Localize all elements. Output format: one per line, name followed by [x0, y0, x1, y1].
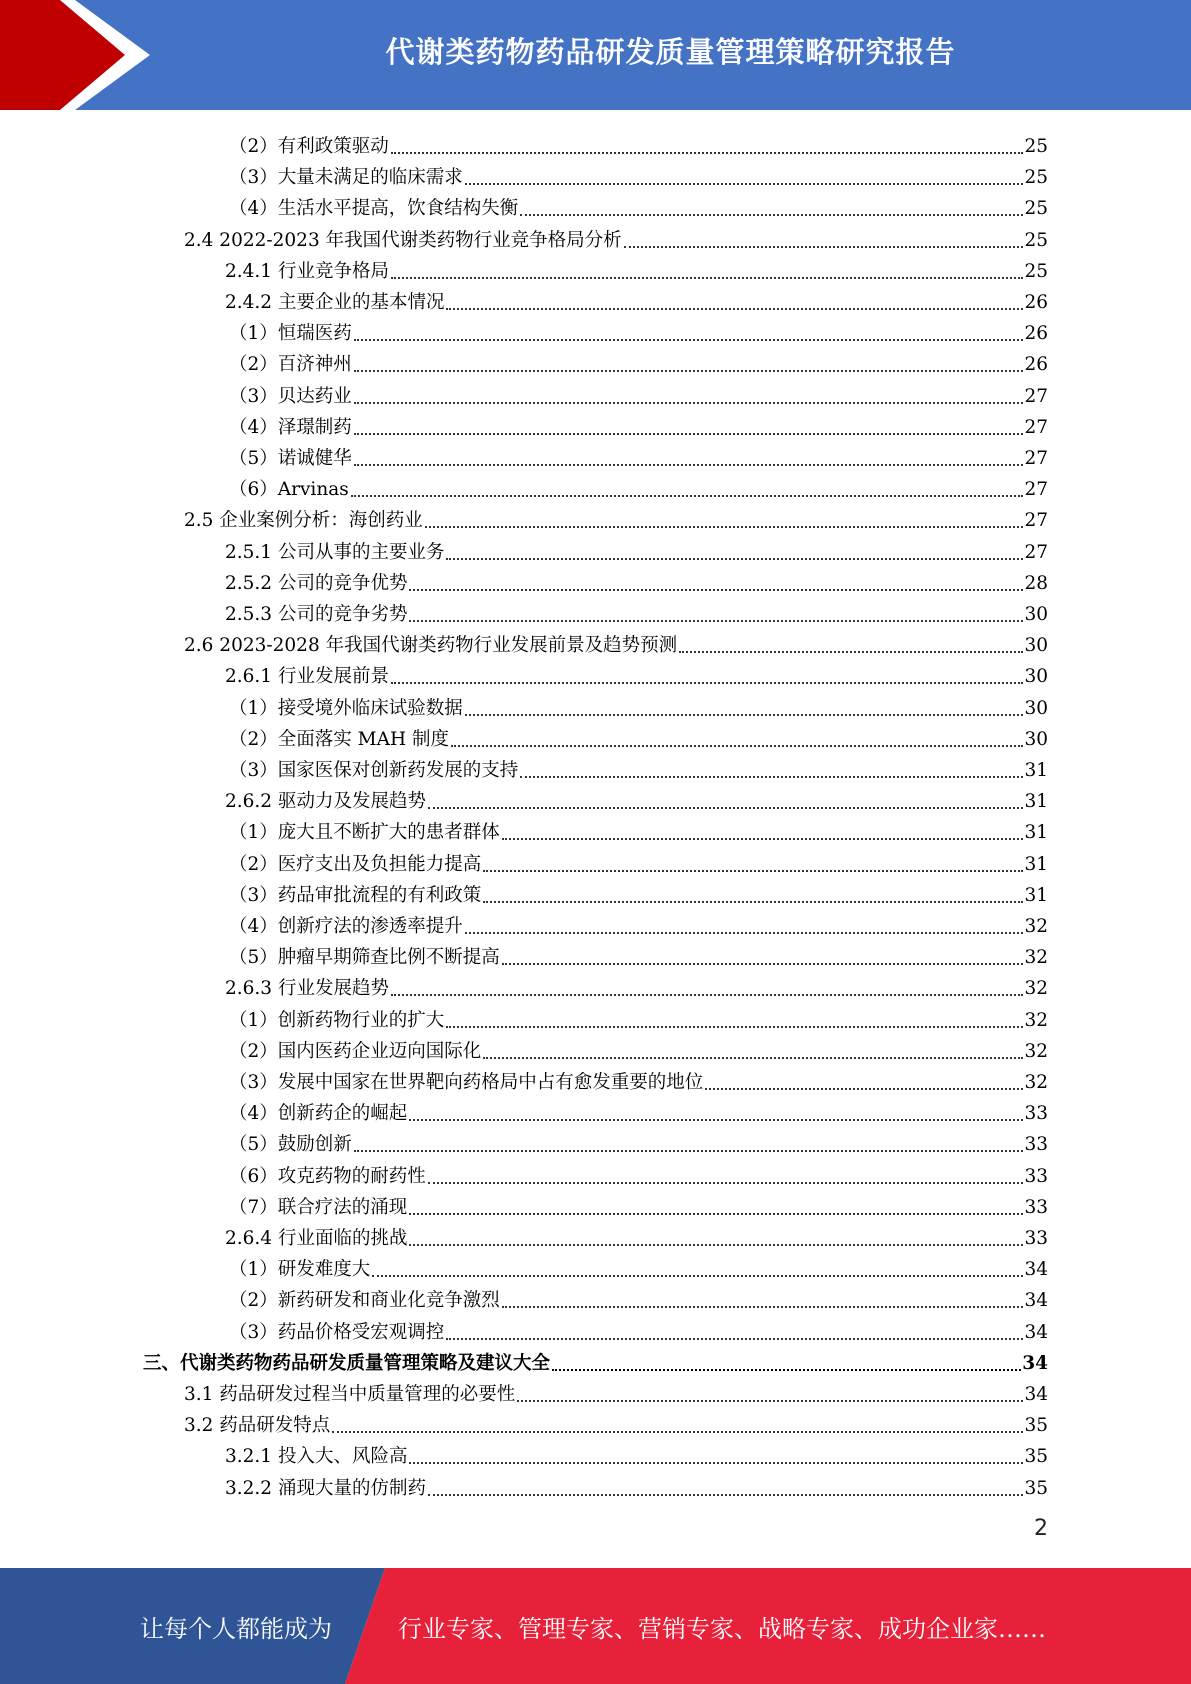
toc-entry-page: 32 — [1024, 978, 1048, 1000]
toc-dot-leader — [409, 618, 1023, 622]
toc-entry[interactable] — [229, 1094, 1048, 1125]
toc-dot-leader — [409, 1242, 1023, 1246]
toc-entry[interactable] — [225, 782, 1048, 813]
toc-dot-leader — [428, 1180, 1024, 1184]
toc-entry-title: （5）肿瘤早期筛查比例不断提高 — [229, 947, 500, 969]
toc-entry[interactable] — [229, 158, 1048, 189]
toc-entry[interactable] — [229, 689, 1048, 720]
toc-entry-title: 2.6.2 驱动力及发展趋势 — [225, 791, 426, 813]
toc-entry-page: 30 — [1024, 728, 1048, 750]
toc-dot-leader — [552, 1367, 1021, 1371]
toc-dot-leader — [446, 1336, 1023, 1340]
toc-entry[interactable] — [184, 501, 1048, 532]
toc-entry[interactable] — [225, 252, 1048, 283]
toc-dot-leader — [520, 212, 1023, 216]
toc-dot-leader — [409, 1460, 1023, 1464]
toc-entry[interactable] — [229, 938, 1048, 969]
toc-dot-leader — [483, 868, 1023, 872]
toc-entry-title: （4）创新疗法的渗透率提升 — [229, 916, 463, 937]
report-title: 代谢类药物药品研发质量管理策略研究报告 — [385, 34, 956, 69]
toc-entry-page: 27 — [1024, 510, 1048, 532]
toc-entry-page: 31 — [1024, 884, 1048, 906]
toc-entry-page: 32 — [1024, 1072, 1048, 1093]
toc-dot-leader — [705, 1086, 1023, 1090]
toc-entry-page: 32 — [1024, 1009, 1048, 1031]
toc-entry[interactable] — [229, 377, 1048, 408]
toc-entry-title: 三、代谢类药物药品研发质量管理策略及建议大全 — [143, 1352, 551, 1374]
toc-dot-leader — [351, 493, 1024, 497]
toc-dot-leader — [465, 181, 1024, 185]
toc-dot-leader — [425, 524, 1024, 528]
toc-entry[interactable] — [229, 720, 1048, 751]
toc-entry-title: （2）国内医药企业迈向国际化 — [229, 1040, 482, 1062]
toc-entry-title: （1）接受境外临床试验数据 — [229, 697, 463, 719]
toc-entry-page: 31 — [1024, 822, 1048, 844]
toc-entry-title: 2.4 2022-2023 年我国代谢类药物行业竞争格局分析 — [184, 229, 622, 251]
toc-entry[interactable] — [229, 1032, 1048, 1063]
toc-entry-page: 34 — [1024, 1259, 1048, 1281]
toc-entry[interactable] — [229, 408, 1048, 439]
footer-slogan-left: 让每个人都能成为 — [140, 1614, 332, 1643]
toc-entry-title: （6）Arvinas — [229, 479, 349, 501]
toc-entry-title: （5）鼓励创新 — [229, 1134, 352, 1156]
toc-entry-title: （4）生活水平提高，饮食结构失衡 — [229, 198, 519, 220]
toc-entry-page: 34 — [1022, 1352, 1048, 1374]
toc-entry[interactable] — [229, 1313, 1048, 1344]
toc-entry-title: 3.2.2 涌现大量的仿制药 — [225, 1477, 426, 1499]
toc-entry-title: （4）泽璟制药 — [229, 416, 352, 438]
page-number: 2 — [1034, 1516, 1048, 1541]
toc-entry[interactable] — [225, 969, 1048, 1000]
toc-entry-title: （7）联合疗法的涌现 — [229, 1196, 408, 1218]
toc-dot-leader — [391, 275, 1023, 279]
toc-dot-leader — [679, 649, 1023, 653]
toc-entry-page: 33 — [1024, 1228, 1048, 1249]
toc-entry-page: 27 — [1024, 416, 1048, 438]
toc-dot-leader — [409, 1211, 1023, 1215]
toc-entry-title: 2.6.3 行业发展趋势 — [225, 978, 389, 1000]
toc-entry[interactable] — [225, 1437, 1048, 1468]
toc-entry-page: 35 — [1024, 1446, 1048, 1468]
toc-entry-page: 32 — [1024, 916, 1048, 937]
toc-dot-leader — [409, 587, 1023, 591]
toc-entry[interactable] — [229, 314, 1048, 345]
toc-dot-leader — [372, 1273, 1023, 1277]
toc-entry[interactable] — [184, 221, 1048, 252]
toc-entry-title: 2.5.1 公司从事的主要业务 — [225, 541, 445, 563]
toc-entry[interactable] — [229, 907, 1048, 938]
toc-entry-page: 30 — [1024, 604, 1048, 625]
toc-dot-leader — [332, 1429, 1023, 1433]
toc-dot-leader — [354, 462, 1024, 466]
toc-dot-leader — [354, 431, 1024, 435]
toc-entry-title: （2）有利政策驱动 — [229, 136, 389, 157]
toc-entry-page: 32 — [1024, 947, 1048, 969]
toc-dot-leader — [465, 930, 1024, 934]
toc-entry[interactable] — [225, 595, 1048, 626]
toc-entry-page: 33 — [1024, 1103, 1048, 1125]
toc-entry-title: （4）创新药企的崛起 — [229, 1103, 408, 1125]
toc-entry-title: （2）百济神州 — [229, 354, 352, 376]
toc-entry[interactable] — [229, 1063, 1048, 1094]
toc-entry-title: （5）诺诚健华 — [229, 448, 352, 469]
toc-entry-page: 31 — [1024, 760, 1048, 781]
toc-dot-leader — [517, 1398, 1023, 1402]
toc-entry-page: 35 — [1024, 1477, 1048, 1499]
toc-dot-leader — [483, 899, 1023, 903]
toc-dot-leader — [354, 337, 1024, 341]
toc-entry-page: 31 — [1024, 853, 1048, 875]
toc-entry-page: 32 — [1024, 1040, 1048, 1062]
toc-entry-page: 33 — [1024, 1196, 1048, 1218]
toc-entry[interactable] — [229, 1281, 1048, 1312]
toc-dot-leader — [446, 556, 1023, 560]
toc-entry[interactable] — [143, 1344, 1048, 1375]
toc-entry[interactable] — [229, 751, 1048, 782]
toc-entry[interactable] — [229, 1188, 1048, 1219]
toc-entry-title: （3）贝达药业 — [229, 385, 352, 407]
toc-entry-page: 30 — [1024, 635, 1048, 657]
toc-entry[interactable] — [229, 876, 1048, 907]
toc-entry[interactable] — [184, 1375, 1048, 1406]
toc-entry-title: 3.2.1 投入大、风险高 — [225, 1446, 408, 1468]
toc-entry[interactable] — [229, 1001, 1048, 1032]
toc-entry-title: 2.5 企业案例分析：海创药业 — [184, 510, 423, 532]
toc-entry-title: （1）研发难度大 — [229, 1259, 371, 1281]
toc-dot-leader — [483, 1055, 1023, 1059]
toc-entry-title: （3）发展中国家在世界靶向药格局中占有愈发重要的地位 — [229, 1072, 704, 1093]
toc-dot-leader — [428, 805, 1023, 809]
toc-entry-page: 25 — [1024, 167, 1048, 189]
toc-entry-page: 35 — [1024, 1415, 1048, 1437]
toc-entry-page: 31 — [1024, 791, 1048, 813]
toc-dot-leader — [446, 1024, 1023, 1028]
toc-entry-page: 34 — [1024, 1290, 1048, 1312]
toc-dot-leader — [502, 961, 1024, 965]
toc-entry-title: （3）药品审批流程的有利政策 — [229, 884, 482, 906]
toc-dot-leader — [465, 712, 1024, 716]
toc-entry-title: 3.1 药品研发过程当中质量管理的必要性 — [184, 1384, 516, 1405]
toc-dot-leader — [391, 992, 1023, 996]
toc-dot-leader — [409, 1117, 1023, 1121]
toc-entry-page: 34 — [1024, 1321, 1048, 1343]
toc-entry-page: 27 — [1024, 541, 1048, 563]
toc-entry-title: （1）庞大且不断扩大的患者群体 — [229, 822, 500, 844]
toc-entry-title: （1）恒瑞医药 — [229, 323, 352, 345]
toc-entry[interactable] — [229, 345, 1048, 376]
toc-entry-page: 33 — [1024, 1134, 1048, 1156]
toc-entry-title: 2.6.1 行业发展前景 — [225, 666, 389, 688]
toc-dot-leader — [354, 368, 1024, 372]
toc-entry[interactable] — [225, 533, 1048, 564]
toc-entry[interactable] — [229, 127, 1048, 158]
toc-entry[interactable] — [225, 657, 1048, 688]
toc-entry-title: 2.4.2 主要企业的基本情况 — [225, 292, 445, 313]
toc-entry-page: 25 — [1024, 198, 1048, 220]
toc-entry-title: （6）攻克药物的耐药性 — [229, 1165, 426, 1187]
toc-dot-leader — [354, 400, 1024, 404]
toc-entry-page: 25 — [1024, 229, 1048, 251]
toc-entry[interactable] — [229, 813, 1048, 844]
toc-entry-page: 25 — [1024, 136, 1048, 157]
toc-entry[interactable] — [225, 564, 1048, 595]
toc-entry[interactable] — [229, 1157, 1048, 1188]
toc-dot-leader — [446, 306, 1023, 310]
toc-dot-leader — [624, 244, 1024, 248]
toc-entry[interactable] — [184, 1406, 1048, 1437]
toc-entry-page: 25 — [1024, 260, 1048, 282]
toc-entry[interactable] — [225, 283, 1048, 314]
toc-entry[interactable] — [229, 1250, 1048, 1281]
toc-entry-title: 2.5.3 公司的竞争劣势 — [225, 604, 408, 625]
toc-entry-page: 33 — [1024, 1165, 1048, 1187]
footer-slogan-right: 行业专家、管理专家、营销专家、战略专家、成功企业家…… — [398, 1614, 1046, 1643]
toc-entry-title: （2）新药研发和商业化竞争激烈 — [229, 1290, 500, 1312]
toc-entry-page: 27 — [1024, 385, 1048, 407]
toc-entry[interactable] — [229, 189, 1048, 220]
toc-dot-leader — [391, 680, 1023, 684]
toc-entry-title: （3）国家医保对创新药发展的支持 — [229, 760, 519, 781]
toc-dot-leader — [502, 836, 1024, 840]
toc-entry[interactable] — [229, 845, 1048, 876]
toc-dot-leader — [354, 1148, 1024, 1152]
toc-entry[interactable] — [229, 439, 1048, 470]
toc-entry-page: 26 — [1024, 323, 1048, 345]
toc-entry-title: 2.4.1 行业竞争格局 — [225, 260, 389, 282]
toc-entry-title: （3）药品价格受宏观调控 — [229, 1321, 445, 1343]
toc-entry[interactable] — [225, 1469, 1048, 1500]
toc-dot-leader — [451, 743, 1023, 747]
toc-entry-page: 34 — [1024, 1384, 1048, 1405]
toc-entry-title: 2.6 2023-2028 年我国代谢类药物行业发展前景及趋势预测 — [184, 635, 678, 657]
toc-dot-leader — [428, 1492, 1023, 1496]
toc-dot-leader — [502, 1304, 1024, 1308]
toc-entry-page: 27 — [1024, 448, 1048, 469]
toc-entry-page: 27 — [1024, 479, 1048, 501]
toc-entry[interactable] — [229, 1125, 1048, 1156]
toc-entry-page: 30 — [1024, 666, 1048, 688]
toc-entry-title: （3）大量未满足的临床需求 — [229, 167, 463, 189]
page-header — [0, 0, 1191, 110]
toc-entry-title: （2）全面落实 MAH 制度 — [229, 728, 449, 750]
toc-dot-leader — [391, 150, 1024, 154]
toc-entry-page: 28 — [1024, 572, 1048, 594]
toc-entry[interactable] — [229, 470, 1048, 501]
toc-entry-title: 3.2 药品研发特点 — [184, 1415, 331, 1437]
toc-entry-title: （1）创新药物行业的扩大 — [229, 1009, 445, 1031]
toc-entry-title: 2.5.2 公司的竞争优势 — [225, 572, 408, 594]
page-footer — [0, 1568, 1191, 1684]
toc-dot-leader — [520, 774, 1023, 778]
toc-entry-title: （2）医疗支出及负担能力提高 — [229, 853, 482, 875]
toc-entry-page: 30 — [1024, 697, 1048, 719]
toc-entry-page: 26 — [1024, 292, 1048, 313]
toc-entry[interactable] — [225, 1219, 1048, 1250]
toc-entry-page: 26 — [1024, 354, 1048, 376]
toc-entry[interactable] — [184, 626, 1048, 657]
toc-entry-title: 2.6.4 行业面临的挑战 — [225, 1228, 408, 1249]
